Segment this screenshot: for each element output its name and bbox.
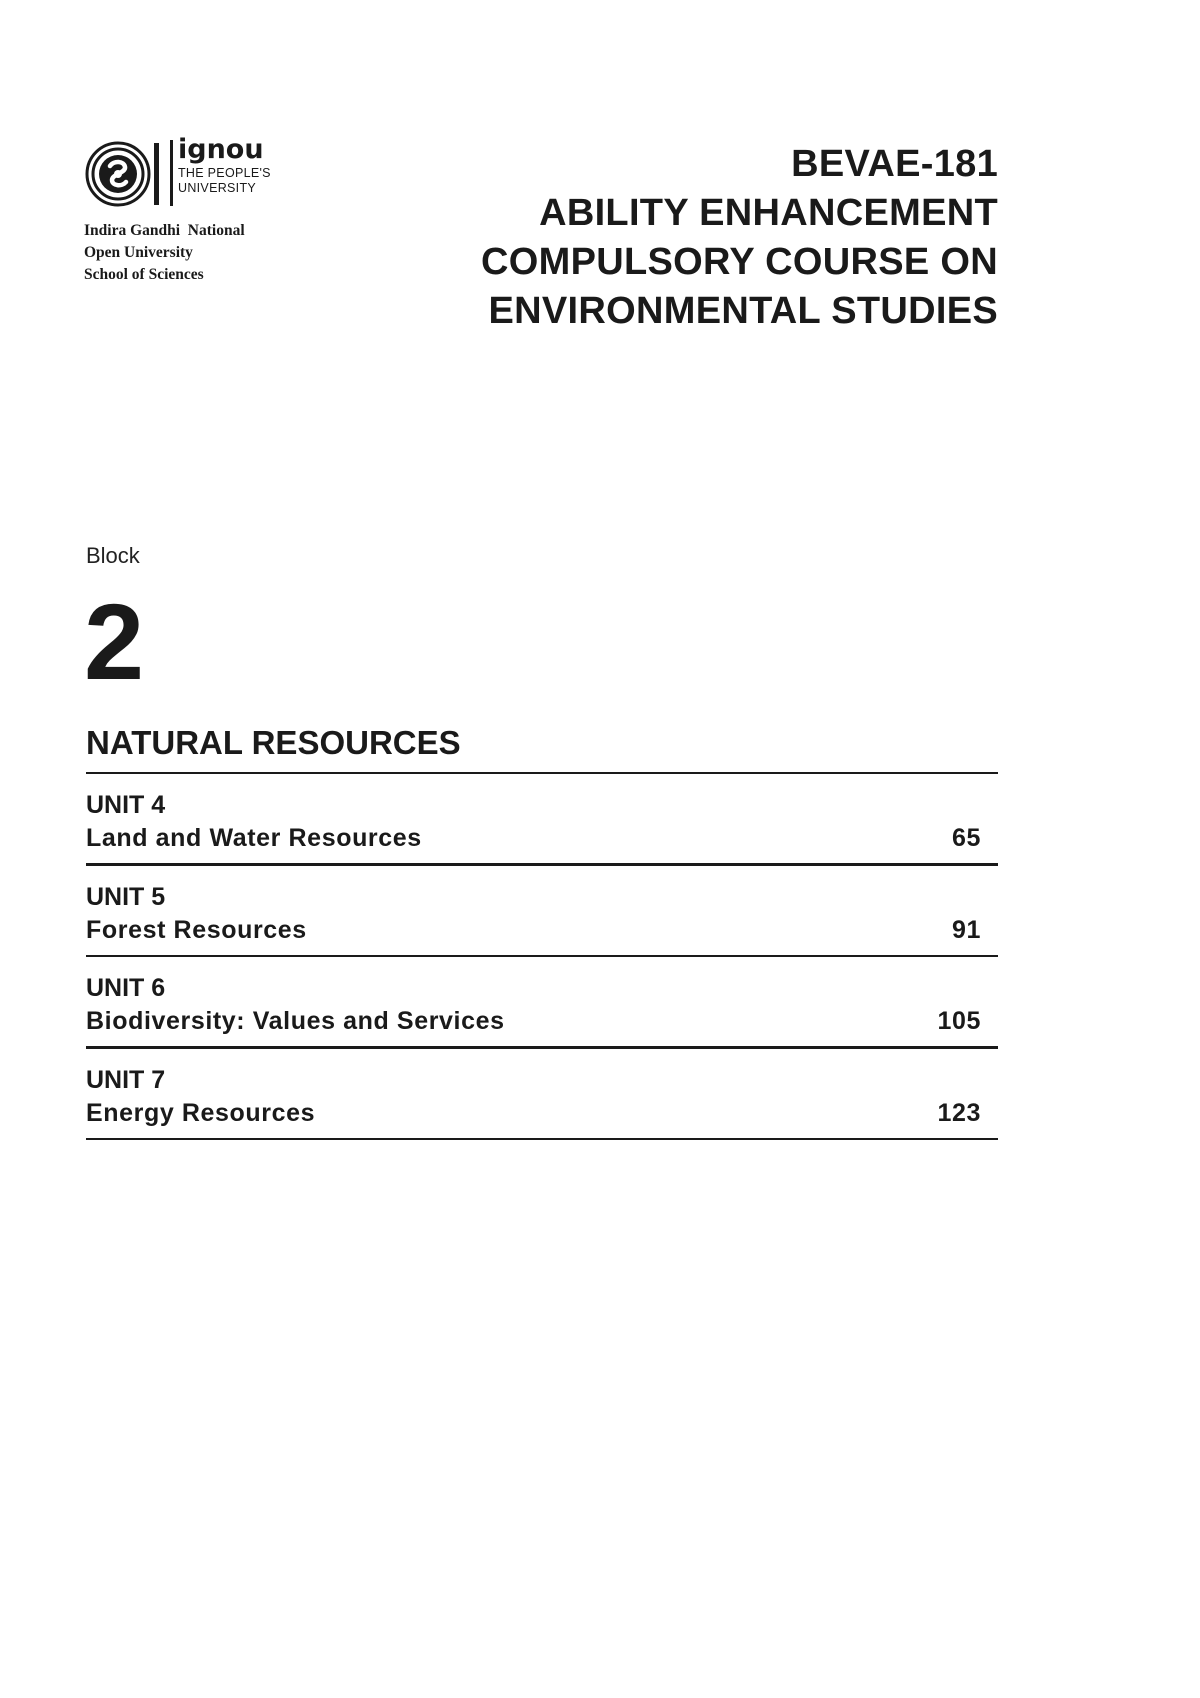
toc-entry-unit-5[interactable] (86, 866, 998, 957)
toc-page-number: 91 (951, 916, 981, 944)
course-code: BEVAE-181 (791, 143, 998, 185)
institution-line-2: Open University (84, 244, 193, 261)
toc-unit-title: Energy Resources (86, 1099, 316, 1127)
university-logo-block (84, 134, 304, 286)
block-title: NATURAL RESOURCES (86, 724, 461, 761)
toc-line (86, 912, 998, 948)
toc-unit-title: Forest Resources (86, 916, 307, 944)
toc-unit-number: UNIT 6 (86, 974, 166, 1002)
toc-unit-number: UNIT 4 (86, 791, 166, 819)
toc-line (86, 1003, 998, 1039)
block-label: Block (86, 543, 140, 568)
toc-page-number: 65 (951, 824, 981, 852)
toc-unit-number: UNIT 7 (86, 1066, 166, 1094)
logo-text (178, 134, 271, 195)
toc-entry-unit-6[interactable] (86, 957, 998, 1049)
toc-line (86, 1095, 998, 1131)
course-title-block (481, 140, 998, 336)
ignou-emblem-icon (84, 140, 168, 208)
toc-page-number: 123 (937, 1099, 981, 1127)
institution-line-3: School of Sciences (84, 266, 204, 283)
course-title-line-2: COMPULSORY COURSE ON (481, 241, 998, 283)
toc-entry-unit-4[interactable] (86, 774, 998, 866)
logo-tagline-1: THE PEOPLE'S (178, 166, 271, 180)
course-title-line-3: ENVIRONMENTAL STUDIES (488, 290, 998, 332)
logo-wordmark: ignou (178, 134, 264, 165)
logo-tagline-2: UNIVERSITY (178, 180, 257, 195)
toc-page-number: 105 (937, 1007, 981, 1035)
toc-line (86, 820, 998, 856)
table-of-contents (86, 772, 998, 1140)
logo-row (84, 134, 304, 208)
toc-unit-title: Biodiversity: Values and Services (86, 1007, 505, 1035)
toc-unit-number: UNIT 5 (86, 883, 166, 911)
institution-name (84, 220, 304, 286)
toc-entry-unit-7[interactable] (86, 1049, 998, 1140)
logo-divider (170, 140, 173, 206)
block-number: 2 (84, 581, 145, 702)
toc-unit-title: Land and Water Resources (86, 824, 422, 852)
institution-line-1: Indira Gandhi National (84, 222, 245, 239)
course-title-line-1: ABILITY ENHANCEMENT (539, 192, 998, 234)
